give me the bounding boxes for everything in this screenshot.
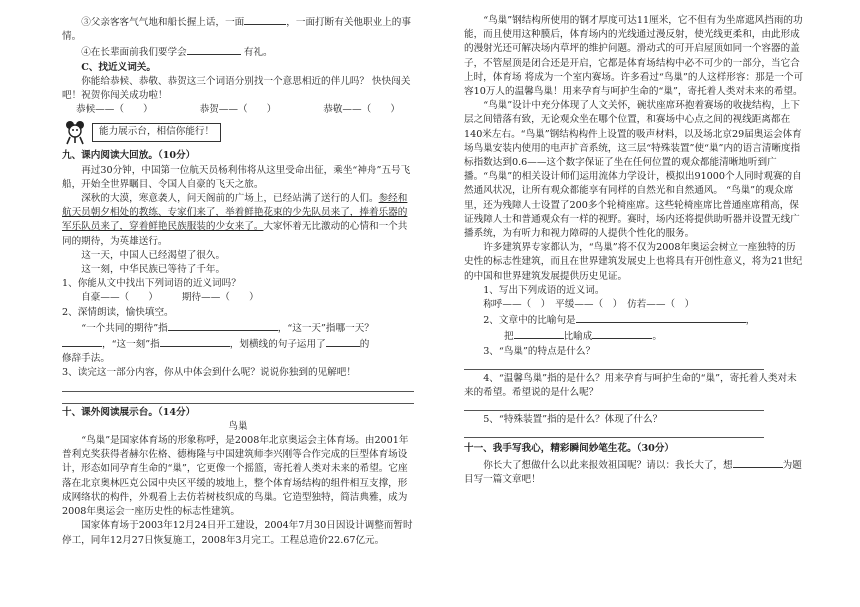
- s9-paragraph: 再过30分钟，中国第一位航天员杨利伟将从这里受命出征，乘坐“神舟”五号飞船，开始全世界瞩目、令国人自豪的飞天之旅。: [62, 164, 411, 190]
- answer-blank[interactable]: [576, 312, 746, 323]
- answer-blank[interactable]: [592, 328, 652, 339]
- cartoon-figure-icon: [62, 119, 88, 145]
- section-11-title: 十一、我手写我心，精彩瞬间妙笔生花。（30分）: [464, 443, 675, 455]
- metaphor-fill: 把 比喻成 。: [464, 328, 804, 344]
- answer-blank[interactable]: [168, 320, 278, 331]
- answer-blank[interactable]: [187, 44, 241, 55]
- answer-blank[interactable]: [62, 336, 102, 347]
- q4-line: ④在长辈面前我们要学会 有礼。: [62, 44, 414, 60]
- section-c-prompt: 你能给恭候、恭敬、恭贺这三个词语分别找一个意思相近的伴儿吗？ 快快闯关吧！祝贺你闯关成功啦！: [62, 75, 411, 102]
- article-question: 3、“鸟巢”的特点是什么？: [483, 345, 596, 357]
- article-paragraph: 许多建筑界专家都认为，“鸟巢”将不仅为2008年奥运会树立一座独特的历史性的标志性建筑，而且在世界建筑发展史上也将具有开创性意义，将为21世纪的中国和世界建筑发展提供历史见证。: [464, 242, 803, 282]
- answer-line[interactable]: [464, 428, 764, 438]
- answer-blank[interactable]: [733, 457, 783, 468]
- synonym-row: 恭候——（ ） 恭贺——（ ） 恭敬——（ ）: [76, 104, 400, 116]
- left-column: [62, 14, 414, 548]
- s9-question: 3、读完这一部分内容，你从中体会到什么呢？说说你独到的见解吧！: [62, 367, 356, 379]
- section-9-title: 九、课内阅读大回放。（10分）: [62, 150, 196, 162]
- article-title: 鸟巢: [228, 420, 248, 432]
- s9-question: 2、深情朗读，愉快填空。: [62, 306, 174, 318]
- article-question: 4、“温馨鸟巢”指的是什么？用来孕育与呵护生命的“巢”，寄托着人类对未来的希望。希望说的是什么呢？: [464, 372, 797, 399]
- article-paragraph: “鸟巢”设计中充分体现了人文关怀，碗状座席环抱着赛场的收拢结构，上下层之间错落有致，无论观众坐在哪个位置，和赛场中心点之间的视线距离都在140米左右。“鸟巢”钢结构构件上设置的吸声材料，以及场北京29届奥运会体育场鸟巢安装内使用的电声扩音系统，这三层“特殊装置”使“巢”内的语言清晰度指标指数达到0.6——这个数字保证了坐在任何位置的观众都能清晰地听到广播。“鸟巢”的相关设计师们运用流体力学设计，模拟出91000个人同时观赛的自然通风状况，让所有观众都能享有同样的自然光和自然通风。 “鸟巢”的观众席里，还为残障人士设置了200多个轮椅座席。这些轮椅座席比普通座席稍高，保证残障人士和普通观众有一样的视野。赛时，场内还将提供助听器并设置无线广播系统，为有听力和视力障碍的人提供个性化的服务。: [464, 100, 802, 240]
- answer-blank[interactable]: [514, 328, 564, 339]
- s9-fill: ，“这一刻”指 ，划横线的句子运用了 的: [62, 336, 414, 352]
- ability-badge: [62, 119, 414, 145]
- right-column: [464, 14, 804, 487]
- answer-line[interactable]: [464, 360, 764, 370]
- s9-paragraph: 这一天，中国人已经渴望了很久。: [81, 249, 226, 261]
- article-question: 1、写出下列成语的近义词。: [483, 284, 605, 296]
- s9-fill: “一个共同的期待”指 ，“这一天”指哪一天？: [62, 320, 414, 336]
- answer-line[interactable]: [62, 382, 414, 392]
- article-question: 5、“特殊装置”指的是什么？体现了什么？: [483, 414, 663, 426]
- s9-fill: 修辞手法。: [62, 353, 110, 365]
- article-question: 2、文章中的比喻句是 ，: [464, 312, 804, 328]
- badge-text: 能力展示台，相信你能行！: [92, 123, 221, 141]
- essay-prompt: 你长大了想做什么以此来报效祖国呢？请以：我长大了，想 为题目写一篇文章吧！: [464, 457, 804, 487]
- answer-blank[interactable]: [160, 336, 230, 347]
- s9-paragraph: 这一刻，中华民族已等待了千年。: [81, 264, 226, 276]
- underlined-sentence: 参经和航天员朝夕相处的教练、专家们来了，举着鲜艳花束的少先队员来了，捧着乐器的军乐队员来了，穿着鲜艳民族服装的少女来了。: [62, 193, 408, 233]
- s9-synonyms: 自豪——（ ） 期待——（ ）: [81, 292, 259, 304]
- answer-blank[interactable]: [244, 14, 286, 25]
- q3-line: ③父亲客客气气地和船长握上话，一面 ，一面打断有关他职业上的事情。: [62, 14, 414, 44]
- article-paragraph: 国家体育场于2003年12月24日开工建设，2004年7月30日因设计调整而暂时停工，同年12月27日恢复施工，2008年3月完工。工程总造价22.67亿元。: [62, 520, 413, 546]
- answer-line[interactable]: [62, 394, 414, 404]
- synonym-row: 称呼——（ ） 平缓——（ ） 仿若——（ ）: [483, 299, 695, 311]
- article-paragraph: “鸟巢”钢结构所使用的钢才厚度可达11厘米，它不但有为坐席遮风挡雨的功能，而且使用这种膜后，体育场内的光线通过漫反射，使光线更柔和，由此形成的漫射光还可解决场内草坪的维护问题。滑动式的可开启屋顶如同一个容器的盖子，不管屋顶是闭合还是开启，它都是体育场结构中必不可少的一部分，当它合上时，体育场 将成为一个室内赛场。许多看过“鸟巢”的人这样形容：那是一个可容10万人的温馨鸟巢！用来孕育与呵护生命的“巢”，寄托着人类对未来的希望。: [464, 15, 804, 98]
- answer-blank[interactable]: [326, 336, 360, 347]
- article-paragraph: “鸟巢”是国家体育场的形象称呼，是2008年北京奥运会主体育场。由2001年普利克奖获得者赫尔佐格、德梅隆与中国建筑师李兴刚等合作完成的巨型体育场设计，形态如同孕育生命的“巢”，它更像一个摇篮，寄托着人类对未来的希望。它座落在北京奥林匹克公园中央区平缓的坡地上，整个体育场结构的组件相互支撑，形成网络状的构件，外观看上去仿若树枝织成的鸟巢。它造型独特，简洁典雅，成为2008年奥运会一座历史性的标志性建筑。: [62, 435, 409, 518]
- answer-line[interactable]: [464, 401, 764, 411]
- s9-paragraph: 深秋的大漠，寒意袭人，问天阁前的广场上，已经站满了送行的人们。参经和航天员朝夕相处的教练、专家们来了，举着鲜艳花束的少先队员来了，捧着乐器的军乐队员来了，穿着鲜艳民族服装的少女来了。大家怀着无比激动的心情和一个共同的期待，为英雄送行。: [62, 193, 408, 247]
- s9-question: 1、你能从文中找出下列词语的近义词吗？: [62, 278, 241, 290]
- section-c-title: C、找近义词关。: [81, 61, 156, 73]
- section-10-title: 十、课外阅读展示台。（14分）: [62, 406, 196, 418]
